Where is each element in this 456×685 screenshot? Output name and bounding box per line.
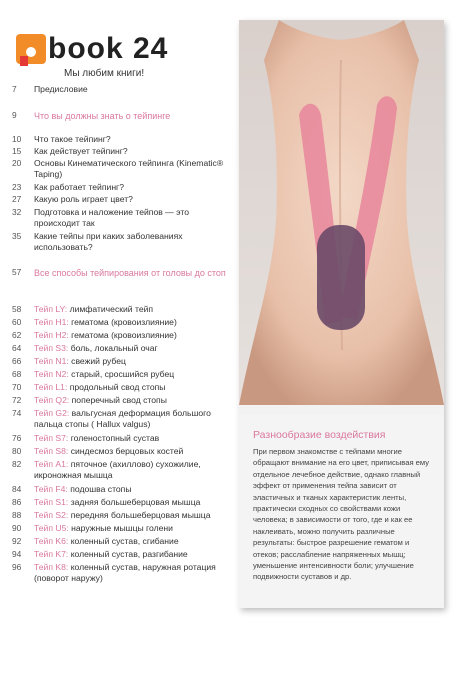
toc-entry-title [34,446,232,457]
toc-entry-title [34,194,232,205]
toc-entry[interactable] [12,267,232,279]
toc-entry-text: Как работает тейпинг? [34,182,124,192]
toc-entry-text: поперечный свод стопы [71,395,167,405]
toc-tape-code: Тейп Q2: [34,395,72,405]
toc-entry-text: продольный свод стопы [69,382,166,392]
toc-entry-title [34,304,232,315]
toc-tape-code: Тейп K6: [34,536,71,546]
toc-tape-code: Тейп S3: [34,343,71,353]
toc-page-number: 86 [12,497,22,507]
toc-entry-text: подошва стопы [70,484,132,494]
toc-page-number: 88 [12,510,22,520]
toc-entry-text: Основы Кинематического тейпинга (Kinematic® Taping) [34,158,224,179]
toc-entry-text: Как действует тейпинг? [34,146,128,156]
toc-entry-text: лимфатический тейп [69,304,154,314]
toc-page-number: 23 [12,182,22,192]
toc-entry[interactable] [12,182,232,193]
toc-entry-text: старый, сросшийся рубец [71,369,175,379]
toc-entry[interactable] [12,84,232,95]
toc-entry-text: Что вы должны знать о тейпинге [34,111,171,121]
toc-entry[interactable] [12,549,232,560]
toc-tape-code: Тейп K8: [34,562,71,572]
toc-tape-code: Тейп K7: [34,549,71,559]
toc-entry[interactable] [12,330,232,341]
toc-page-number: 74 [12,408,22,418]
toc-tape-code: Тейп S7: [34,433,71,443]
toc-entry-title [34,369,232,380]
toc-entry-title [34,395,232,406]
toc-page-number: 15 [12,146,22,156]
toc-entry-title [34,549,232,560]
toc-entry-title [34,562,232,584]
toc-entry-title [34,317,232,328]
toc-entry-title [34,484,232,495]
toc-page-number: 57 [12,267,22,277]
toc-entry[interactable] [12,408,232,430]
toc-tape-code: Тейп S8: [34,446,71,456]
toc-entry[interactable] [12,207,232,229]
caption-box [239,415,444,608]
toc-entry-text: свежий рубец [71,356,126,366]
toc-entry-title [34,356,232,367]
toc-page-number: 32 [12,207,22,217]
toc-page-number: 60 [12,317,22,327]
toc-tape-code: Тейп N1: [34,356,72,366]
toc-page-number: 70 [12,382,22,392]
toc-entry[interactable] [12,369,232,380]
toc-entry[interactable] [12,110,232,122]
toc-entry-text: Подготовка и наложение тейпов — это происходит так [34,207,189,228]
toc-page-number: 72 [12,395,22,405]
illustration-panel [239,20,444,608]
logo-tagline: Мы любим книги! [64,68,145,79]
toc-entry[interactable] [12,562,232,584]
toc-page-number: 7 [12,84,17,94]
toc-entry-text: коленный сустав, наружная ротация (поворот наружу) [34,562,216,583]
toc-page-number: 10 [12,134,22,144]
toc-page-number: 66 [12,356,22,366]
toc-entry-text: коленный сустав, сгибание [70,536,179,546]
toc-page-number: 80 [12,446,22,456]
toc-page-number: 82 [12,459,22,469]
toc-entry-text: коленный сустав, разгибание [70,549,188,559]
toc-page-number: 35 [12,231,22,241]
toc-tape-code: Тейп G2: [34,408,72,418]
toc-page-number: 84 [12,484,22,494]
toc-page-number: 62 [12,330,22,340]
toc-section-title [34,110,232,122]
toc-entry[interactable] [12,382,232,393]
toc-entry-title [34,382,232,393]
toc-tape-code: Тейп U5: [34,523,72,533]
toc-entry[interactable] [12,459,232,481]
toc-entry[interactable] [12,433,232,444]
brand-logo[interactable] [14,30,174,80]
toc-entry[interactable] [12,194,232,205]
toc-entry-text: Что такое тейпинг? [34,134,111,144]
toc-tape-code: Тейп S1: [34,497,71,507]
toc-page-number: 96 [12,562,22,572]
toc-page-number: 27 [12,194,22,204]
toc-entry-title [34,408,232,430]
toc-entry-text: синдесмоз берцовых костей [70,446,184,456]
toc-entry-title [34,231,232,253]
toc-entry-text: пяточное (ахиллово) сухожилие, икроножная мышца [34,459,201,480]
toc-entry[interactable] [12,343,232,354]
toc-tape-code: Тейп LY: [34,304,70,314]
toc-entry[interactable] [12,497,232,508]
toc-page-number: 94 [12,549,22,559]
toc-entry-title [34,536,232,547]
toc-entry-text: боль, локальный очаг [70,343,158,353]
toc-entry[interactable] [12,134,232,145]
toc-tape-code: Тейп L1: [34,382,70,392]
toc-entry-text: передняя большеберцовая мышца [70,510,211,520]
toc-entry[interactable] [12,395,232,406]
toc-page-number: 76 [12,433,22,443]
toc-entry[interactable] [12,158,232,180]
toc-entry-title [34,523,232,534]
toc-entry[interactable] [12,484,232,495]
tape-purple [317,225,365,330]
back-tape-photo [239,20,444,405]
logo-text: book 24 [48,32,169,65]
toc-tape-code: Тейп H2: [34,330,72,340]
toc-entry-title [34,134,232,145]
toc-page-number: 68 [12,369,22,379]
toc-tape-code: Тейп S2: [34,510,71,520]
toc-entry[interactable] [12,146,232,157]
toc-tape-code: Тейп H1: [34,317,72,327]
toc-entry[interactable] [12,510,232,521]
toc-entry-title [34,497,232,508]
toc-entry[interactable] [12,523,232,534]
toc-page-number: 20 [12,158,22,168]
toc-page-number: 9 [12,110,17,120]
toc-page-number: 64 [12,343,22,353]
toc-entry-text: Все способы тейпирования от головы до стоп [34,268,226,278]
toc-entry-text: наружные мышцы голени [71,523,173,533]
toc-entry-text: голеностопный сустав [70,433,160,443]
toc-entry-title [34,459,232,481]
toc-entry-text: Какие тейпы при каких заболеваниях использовать? [34,231,183,252]
toc-entry-text: гематома (кровоизлияние) [71,317,177,327]
toc-entry-text: Какую роль играет цвет? [34,194,133,204]
toc-entry[interactable] [12,536,232,547]
toc-entry-title [34,343,232,354]
toc-page-number: 92 [12,536,22,546]
toc-tape-code: Тейп N2: [34,369,72,379]
toc-entry-text: гематома (кровоизлияние) [71,330,177,340]
toc-entry-title [34,330,232,341]
toc-entry[interactable] [12,304,232,315]
toc-entry[interactable] [12,317,232,328]
book-logo-icon [16,34,46,64]
toc-entry[interactable] [12,231,232,253]
toc-entry-text: вальгусная деформация большого пальца стопы ( Hallux valgus) [34,408,211,429]
toc-entry-title [34,182,232,193]
toc-entry[interactable] [12,356,232,367]
toc-section-title [34,267,232,279]
toc-entry-text: Предисловие [34,84,88,94]
toc-entry-text: задняя большеберцовая мышца [70,497,201,507]
toc-tape-code: Тейп F4: [34,484,71,494]
toc-entry-title [34,84,232,95]
toc-entry-title [34,158,232,180]
caption-body: При первом знакомстве с тейпами многие обращают внимание на его цвет, приписывая ему отдельное лечебное действие, однако главный эффект от применения тейпа зависит от эластичных и тканых характеристик ленты, практически сходных со свойствами кожи человека; в зависимости от того, где и как ее наклеивать, можно получить различные результаты: быстрое разрешение гематом и отеков; расслабление напряженных мышц; уменьшение интенсивности боли; улучшение подвижности суставов и др. [253,447,430,582]
caption-title: Разнообразие воздействия [253,429,386,441]
toc-page-number: 90 [12,523,22,533]
toc-entry-title [34,207,232,229]
toc-entry[interactable] [12,446,232,457]
toc-entry-title [34,510,232,521]
toc-page-number: 58 [12,304,22,314]
toc-entry-title [34,433,232,444]
toc-entry-title [34,146,232,157]
toc-tape-code: Тейп А1: [34,459,71,469]
